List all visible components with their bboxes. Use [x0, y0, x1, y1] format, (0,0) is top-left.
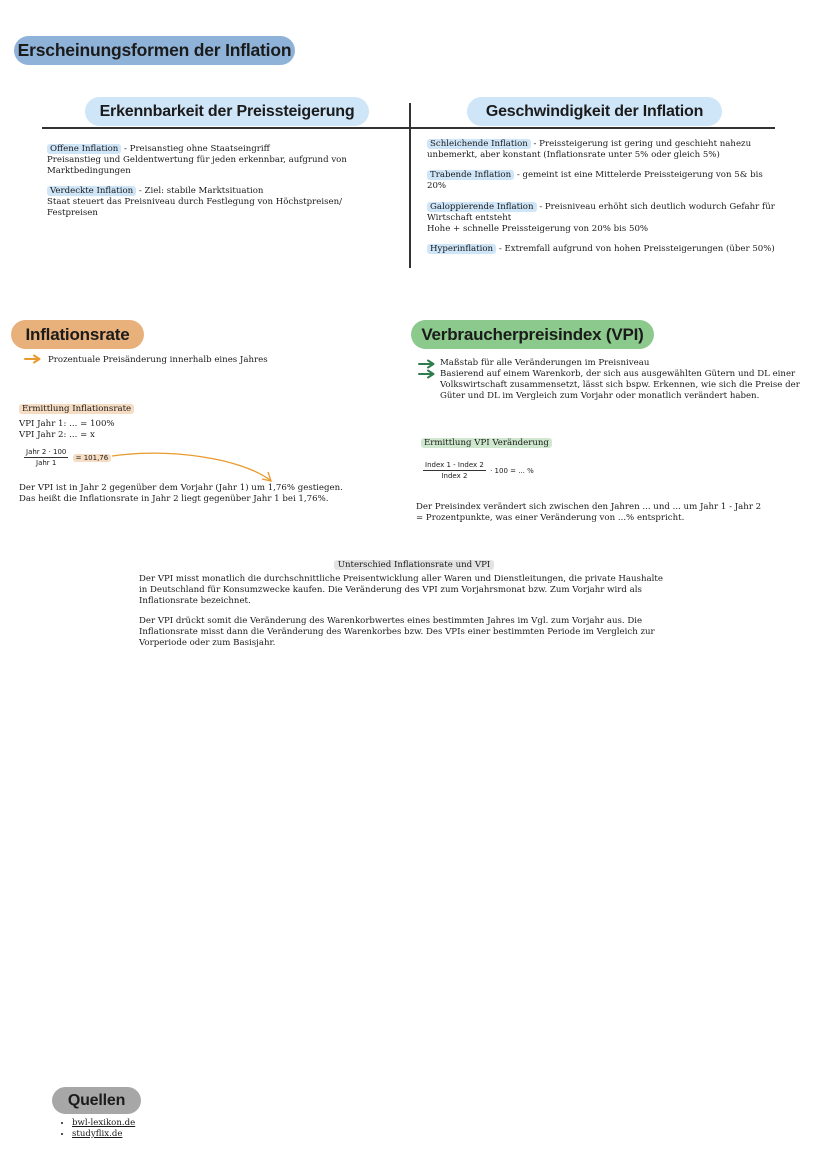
calc-line: VPI Jahr 2: ... = x [19, 430, 95, 440]
text-line: Hohe + schnelle Preissteigerung von 20% bis 50% [427, 224, 649, 234]
unterschied-paragraph-1 [139, 574, 739, 607]
trabende-inflation-term: Trabende Inflation [427, 170, 514, 180]
offene-inflation-term: Offene Inflation [47, 144, 121, 154]
text-line: Preisanstieg und Geldentwertung für jeden erkennbar, aufgrund von [47, 155, 347, 165]
fraction-numerator: Jahr 2 · 100 [26, 448, 67, 456]
fraction-bar [423, 470, 486, 471]
inflationsrate-calc-label [19, 404, 134, 415]
inflationsrate-definition: Prozentuale Preisänderung innerhalb eines Jahres [48, 355, 268, 365]
unterschied-paragraph-2 [139, 616, 739, 649]
text-line: unbemerkt, aber konstant (Inflationsrate unter 5% oder gleich 5%) [427, 150, 720, 160]
vpi-calc-label [421, 438, 552, 449]
hyperinflation-term: Hyperinflation [427, 244, 496, 254]
fraction-result: = 101,76 [73, 454, 112, 462]
calc-line: VPI Jahr 1: ... = 100% [19, 419, 115, 429]
erkennbarkeit-heading: Erkennbarkeit der Preissteigerung [85, 97, 369, 126]
offene-inflation-block [47, 144, 402, 177]
quellen-list [58, 1118, 135, 1140]
schleichende-inflation-block [427, 139, 807, 161]
text-line: Der VPI misst monatlich die durchschnittliche Preisentwicklung aller Waren und Dienstleitungen, die private Haushalte [139, 574, 663, 584]
hyperinflation-block [427, 244, 807, 255]
inflationsrate-heading: Inflationsrate [11, 320, 144, 349]
conclusion-line: Der VPI ist in Jahr 2 gegenüber dem Vorjahr (Jahr 1) um 1,76% gestiegen. [19, 483, 343, 493]
text-line: - Preisanstieg ohne Staatseingriff [124, 144, 270, 154]
geschwindigkeit-heading: Geschwindigkeit der Inflation [467, 97, 722, 126]
galoppierende-inflation-block [427, 202, 807, 235]
schleichende-inflation-term: Schleichende Inflation [427, 139, 531, 149]
fraction-numerator: Index 1 - Index 2 [425, 461, 484, 469]
fraction-denominator: Jahr 1 [36, 459, 57, 467]
trabende-inflation-block [427, 170, 807, 192]
text-line: - Preisniveau erhöht sich deutlich wodurch Gefahr für [539, 202, 775, 212]
source-link[interactable]: studyflix.de [72, 1129, 123, 1139]
text-line: - Extremfall aufgrund von hohen Preissteigerungen (über 50%) [498, 244, 775, 254]
text-line: Marktbedingungen [47, 166, 131, 176]
page-title: Erscheinungsformen der Inflation [14, 36, 295, 65]
calc-label-text: Ermittlung Inflationsrate [19, 404, 134, 414]
vpi-bullet: Maßstab für alle Veränderungen im Preisniveau [440, 358, 650, 368]
curved-arrow-icon [110, 448, 280, 488]
verdeckte-inflation-block [47, 186, 402, 219]
unterschied-label-text: Unterschied Inflationsrate und VPI [334, 560, 495, 570]
text-line: - Preissteigerung ist gering und geschieht nahezu [533, 139, 752, 149]
text-line: Basierend auf einem Warenkorb, der sich aus ausgewählten Gütern und DL einer [440, 369, 796, 379]
conclusion-line: Der Preisindex verändert sich zwischen den Jahren ... und ... um Jahr 1 - Jahr 2 [416, 502, 762, 512]
vpi-fraction [423, 461, 534, 480]
quellen-item[interactable] [72, 1129, 135, 1140]
unterschied-label [0, 552, 828, 571]
text-line: Volkswirtschaft zusammensetzt, lässt sich bspw. Erkennen, wie sich die Preise der [440, 380, 800, 390]
text-line: Festpreisen [47, 208, 98, 218]
arrow-right-icon [418, 369, 436, 379]
galoppierende-inflation-term: Galoppierende Inflation [427, 202, 537, 212]
text-line: - gemeint ist eine Mittelerde Preissteigerung von 5& bis [516, 170, 763, 180]
fraction-denominator: Index 2 [441, 472, 468, 480]
text-line: in Deutschland für Konsumzwecke kaufen. Die Veränderung des VPI zum Vorjahrsmonat bzw. Zum Vorjahr wird als [139, 585, 642, 595]
text-line: 20% [427, 181, 447, 191]
calc-label-text: Ermittlung VPI Veränderung [421, 438, 552, 448]
text-line: Güter und DL im Vergleich zum Vorjahr oder monatlich verändert haben. [440, 391, 760, 401]
text-line: Wirtschaft entsteht [427, 213, 512, 223]
section-divider-vertical [409, 103, 411, 268]
quellen-item[interactable] [72, 1118, 135, 1129]
fraction-bar [24, 457, 68, 458]
fraction-result: · 100 = ... % [490, 466, 534, 475]
arrow-right-icon [418, 359, 436, 369]
text-line: Staat steuert das Preisniveau durch Festlegung von Höchstpreisen/ [47, 197, 342, 207]
vpi-bullet [440, 369, 820, 402]
vpi-conclusion [416, 502, 811, 524]
verdeckte-inflation-term: Verdeckte Inflation [47, 186, 136, 196]
vpi-heading: Verbraucherpreisindex (VPI) [411, 320, 654, 349]
text-line: Inflationsrate misst dann die Veränderung des Warenkorbes bzw. Des VPIs einer bestimmten Periode im Vergleich zur [139, 627, 655, 637]
inflationsrate-calc-lines [19, 419, 115, 441]
text-line: Inflationsrate bezeichnet. [139, 596, 251, 606]
text-line: Der VPI drückt somit die Veränderung des Warenkorbwertes eines bestimmten Jahres im Vgl. zum Vorjahr aus. Die [139, 616, 643, 626]
text-line: - Ziel: stabile Marktsituation [138, 186, 264, 196]
conclusion-line: Das heißt die Inflationsrate in Jahr 2 liegt gegenüber Jahr 1 bei 1,76%. [19, 494, 329, 504]
quellen-heading: Quellen [52, 1087, 141, 1114]
inflationsrate-fraction [24, 448, 111, 467]
arrow-right-icon [24, 354, 42, 364]
source-link[interactable]: bwl-lexikon.de [72, 1118, 136, 1128]
conclusion-line: = Prozentpunkte, was einer Veränderung von ...% entspricht. [416, 513, 685, 523]
inflationsrate-conclusion [19, 483, 343, 505]
text-line: Vorperiode oder zum Basisjahr. [139, 638, 276, 648]
